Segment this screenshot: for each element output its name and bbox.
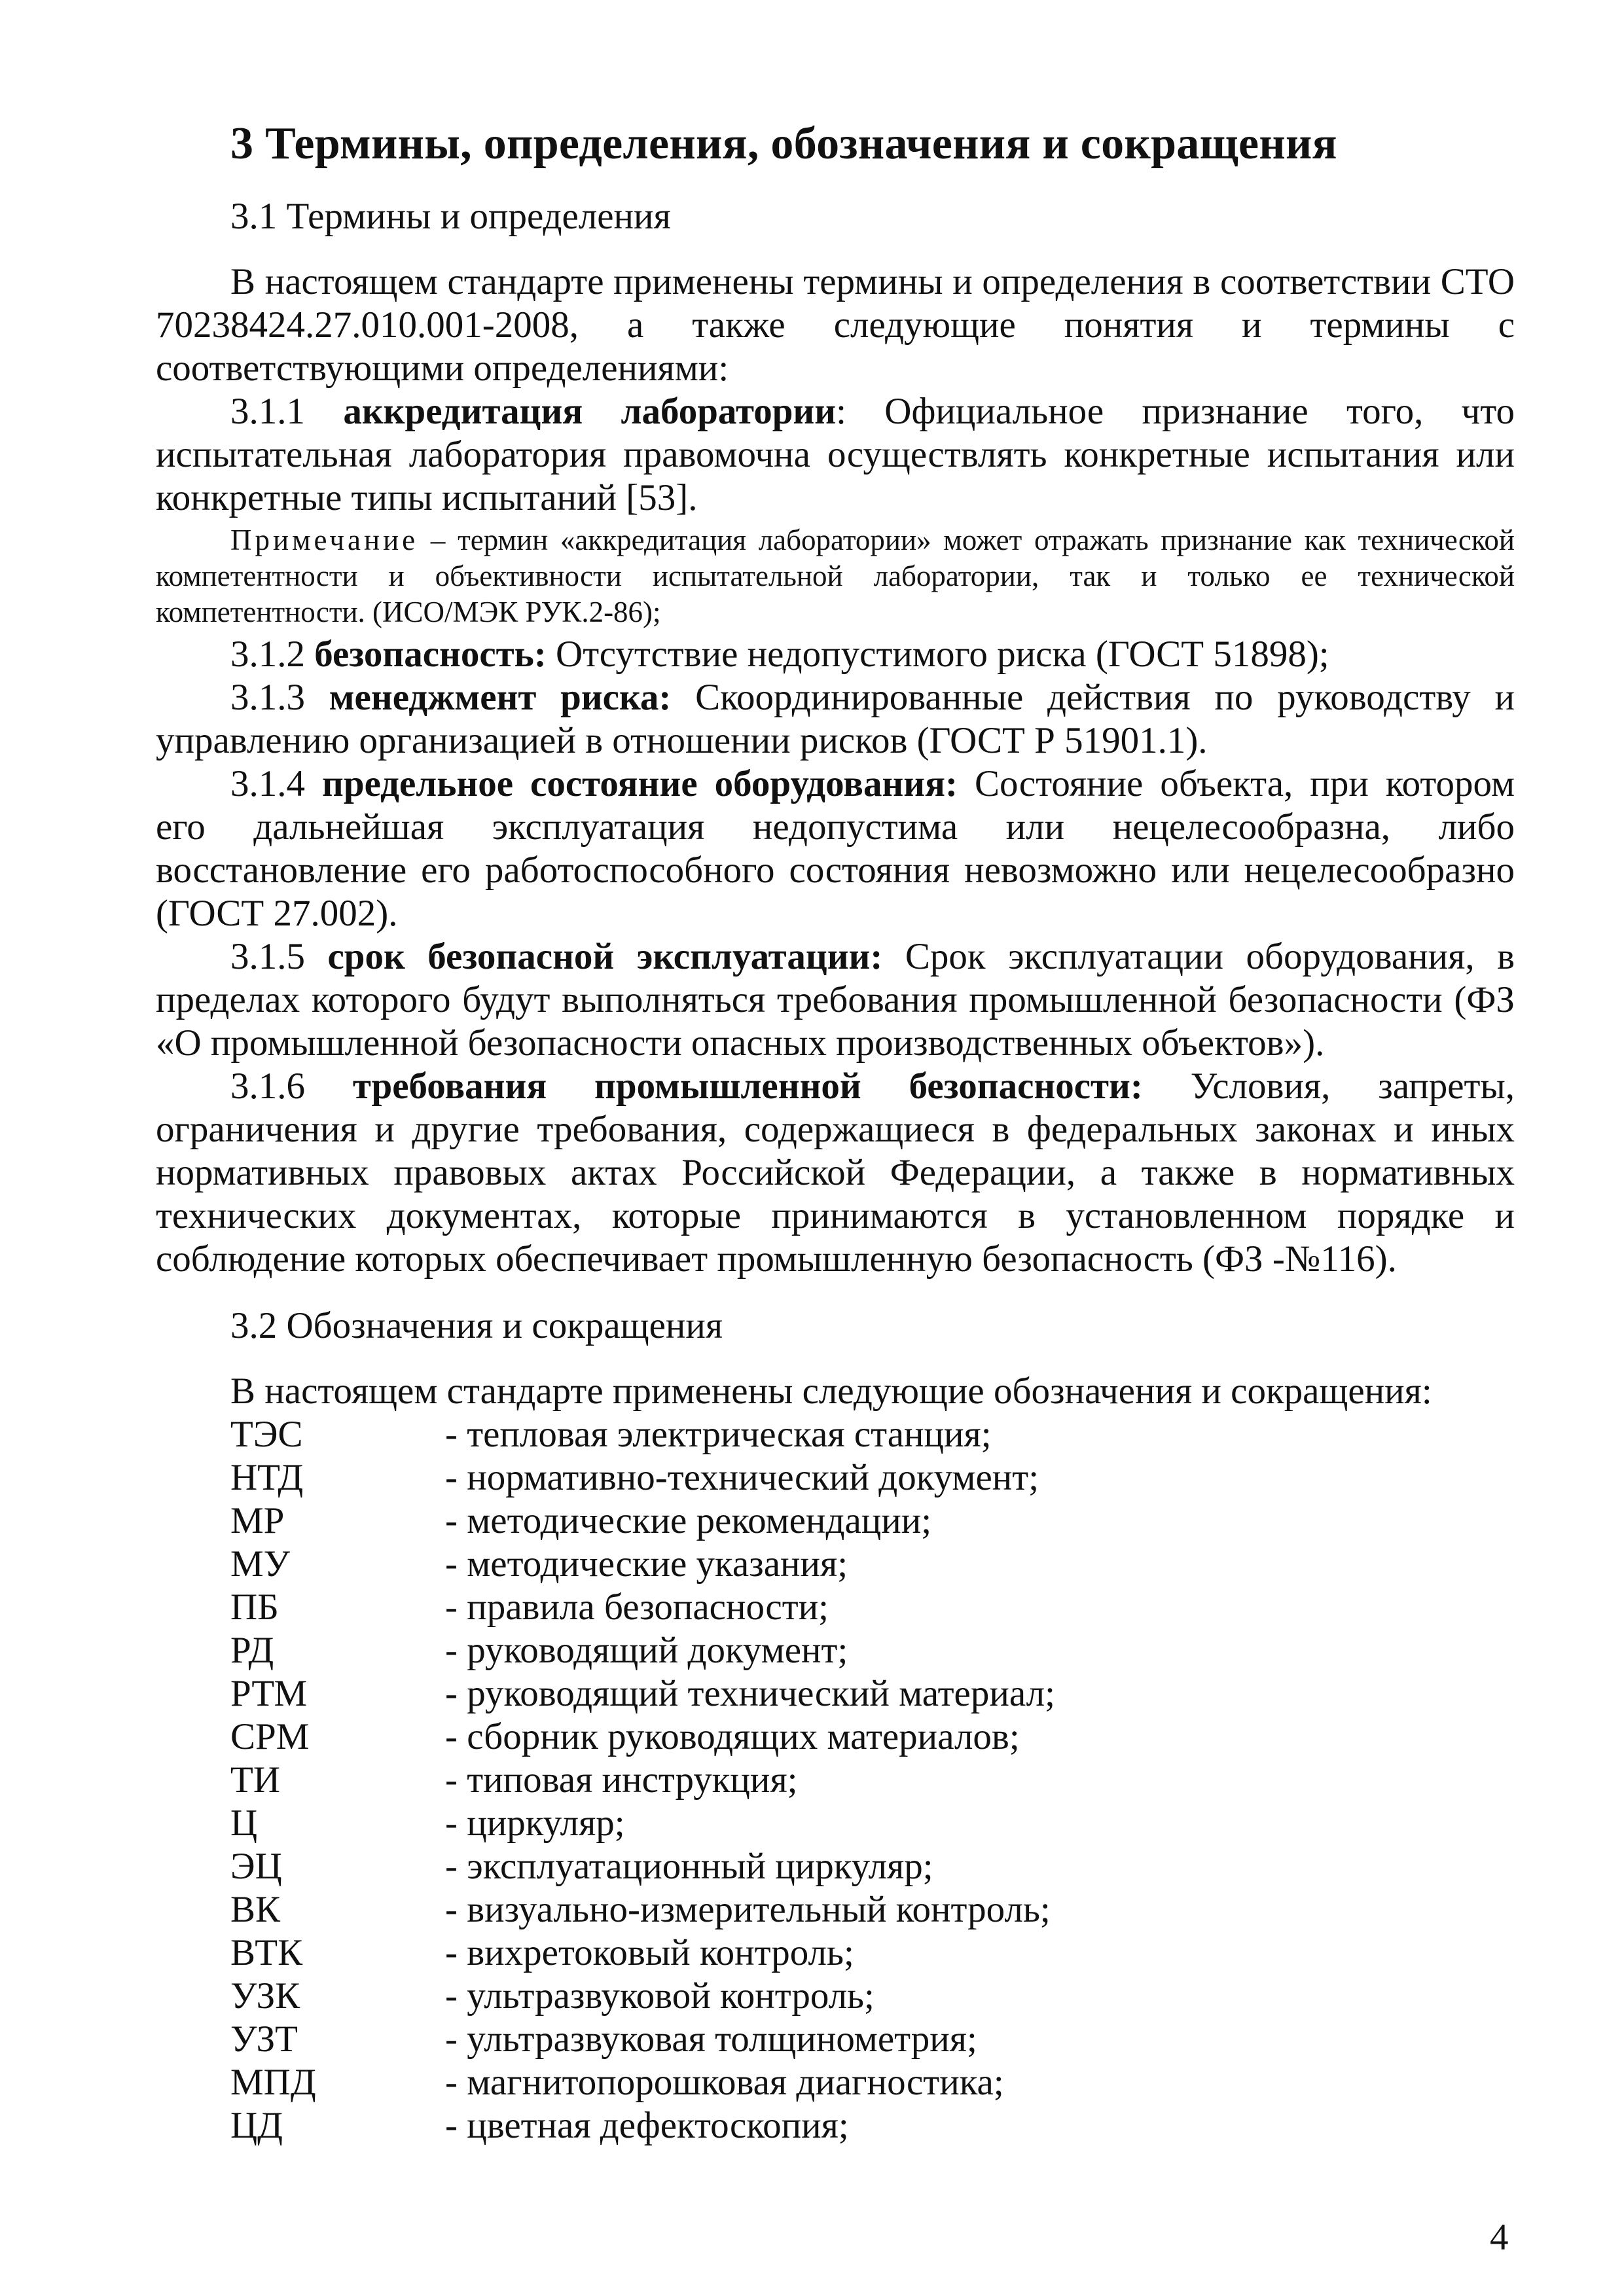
abbreviation-description: - нормативно-технический документ; bbox=[445, 1457, 1039, 1498]
term-number: 3.1.6 bbox=[230, 1066, 305, 1107]
term-number: 3.1.2 bbox=[230, 634, 305, 675]
abbreviation-code: ТИ bbox=[230, 1759, 280, 1801]
list-item bbox=[230, 1672, 1515, 1715]
abbreviation-description: - цветная дефектоскопия; bbox=[445, 2105, 849, 2146]
abbreviation-description: - эксплуатационный циркуляр; bbox=[445, 1846, 933, 1887]
term-definition: Официальное признание того, что испытательная лаборатория правомочна осуществлять конкретные испытания или конкретные типы испытаний [53]. bbox=[156, 391, 1515, 518]
subsection-heading-abbreviations: 3.2 Обозначения и сокращения bbox=[230, 1305, 723, 1346]
abbreviations-intro: В настоящем стандарте применены следующие обозначения и сокращения: bbox=[230, 1371, 1432, 1412]
list-item bbox=[230, 1759, 1515, 1802]
term-number: 3.1.3 bbox=[230, 677, 305, 718]
abbreviation-code: НТД bbox=[230, 1457, 304, 1498]
abbreviation-description: - сборник руководящих материалов; bbox=[445, 1716, 1020, 1757]
abbreviation-code: УЗТ bbox=[230, 2018, 298, 2060]
list-item bbox=[230, 1499, 1515, 1543]
term-name: предельное состояние оборудования: bbox=[322, 763, 958, 804]
page-content bbox=[156, 111, 1515, 2147]
term-name: безопасность: bbox=[314, 634, 547, 675]
abbreviation-code: СРМ bbox=[230, 1716, 310, 1757]
abbreviation-code: МПД bbox=[230, 2062, 316, 2103]
term-name: срок безопасной эксплуатации: bbox=[327, 936, 883, 977]
term-number: 3.1.4 bbox=[230, 763, 305, 804]
abbreviation-description: - руководящий технический материал; bbox=[445, 1673, 1055, 1714]
subsection-heading-terms: 3.1 Термины и определения bbox=[230, 196, 671, 237]
abbreviation-code: ВК bbox=[230, 1889, 281, 1930]
list-item bbox=[230, 1931, 1515, 1975]
list-item bbox=[230, 1456, 1515, 1499]
abbreviation-code: МУ bbox=[230, 1543, 291, 1585]
term-definition: Условия, запреты, ограничения и другие требования, содержащиеся в федеральных законах и иных нормативных правовых актах Российской Федерации, а также в нормативных технических документах, которые принимаются в установленном порядке и соблюдение которых обеспечивает промышленную безопасность (ФЗ -№116). bbox=[156, 1066, 1515, 1280]
intro-paragraph: В настоящем стандарте применены термины и определения в соответствии СТО 70238424.27.010.001-2008, а также следующие понятия и термины с соответствующими определениями: bbox=[156, 261, 1515, 389]
abbreviation-code: ВТК bbox=[230, 1932, 303, 1973]
abbreviation-description: - вихретоковый контроль; bbox=[445, 1932, 854, 1973]
abbreviation-code: УЗК bbox=[230, 1975, 300, 2017]
abbreviation-description: - правила безопасности; bbox=[445, 1587, 829, 1628]
term-entry bbox=[156, 1065, 1515, 1281]
abbreviation-description: - тепловая электрическая станция; bbox=[445, 1414, 992, 1455]
list-item bbox=[230, 1629, 1515, 1672]
list-item bbox=[230, 1586, 1515, 1629]
term-entry bbox=[156, 676, 1515, 762]
term-name: требования промышленной безопасности: bbox=[352, 1066, 1143, 1107]
term-definition: Отсутствие недопустимого риска (ГОСТ 51898); bbox=[556, 634, 1329, 675]
term-entry bbox=[156, 935, 1515, 1065]
abbreviation-description: - визуально-измерительный контроль; bbox=[445, 1889, 1051, 1930]
abbreviation-code: РТМ bbox=[230, 1673, 308, 1714]
list-item bbox=[230, 1543, 1515, 1586]
abbreviation-description: - типовая инструкция; bbox=[445, 1759, 798, 1801]
term-note bbox=[156, 522, 1515, 630]
abbreviation-code: ЦД bbox=[230, 2105, 283, 2146]
list-item bbox=[230, 1413, 1515, 1456]
abbreviation-code: ПБ bbox=[230, 1587, 279, 1628]
abbreviation-description: - ультразвуковой контроль; bbox=[445, 1975, 875, 2017]
list-item bbox=[230, 2061, 1515, 2104]
term-name: менеджмент риска: bbox=[329, 677, 672, 718]
list-item bbox=[230, 2018, 1515, 2061]
abbreviation-description: - циркуляр; bbox=[445, 1803, 625, 1844]
abbreviation-code: Ц bbox=[230, 1803, 258, 1844]
section-title: 3 Термины, определения, обозначения и сокращения bbox=[230, 118, 1337, 169]
abbreviations-list bbox=[156, 1413, 1515, 2147]
term-number: 3.1.5 bbox=[230, 936, 305, 977]
abbreviation-description: - магнитопорошковая диагностика; bbox=[445, 2062, 1004, 2103]
abbreviation-description: - методические рекомендации; bbox=[445, 1500, 932, 1541]
abbreviation-code: ТЭС bbox=[230, 1414, 303, 1455]
term-definition: Скоординированные действия по руководству и управлению организацией в отношении рисков (ГОСТ Р 51901.1). bbox=[156, 677, 1515, 761]
abbreviation-code: МР bbox=[230, 1500, 285, 1541]
abbreviation-description: - руководящий документ; bbox=[445, 1630, 848, 1671]
list-item bbox=[230, 1975, 1515, 2018]
list-item bbox=[230, 1715, 1515, 1759]
term-definition: Срок эксплуатации оборудования, в пределах которого будут выполняться требования промышленной безопасности (ФЗ «О промышленной безопасности опасных производственных объектов»). bbox=[156, 936, 1515, 1064]
note-label: Примечание bbox=[230, 524, 419, 556]
page-number: 4 bbox=[1490, 2217, 1509, 2258]
abbreviation-description: - методические указания; bbox=[445, 1543, 848, 1585]
list-item bbox=[230, 1845, 1515, 1888]
list-item bbox=[230, 2104, 1515, 2147]
list-item bbox=[230, 1802, 1515, 1845]
term-entry bbox=[156, 762, 1515, 935]
abbreviation-code: РД bbox=[230, 1630, 274, 1671]
term-definition: Состояние объекта, при котором его дальнейшая эксплуатация недопустима или нецелесообразна, либо восстановление его работоспособного состояния невозможно или нецелесообразно (ГОСТ 27.002). bbox=[156, 763, 1515, 934]
term-entry bbox=[156, 633, 1515, 676]
term-number: 3.1.1 bbox=[230, 391, 305, 432]
note-text: – термин «аккредитация лаборатории» может отражать признание как технической компетентности и объективности испытательной лаборатории, так и только ее технической компетентности. (ИСО/МЭК РУК.2-86); bbox=[156, 524, 1515, 628]
term-entry bbox=[156, 390, 1515, 520]
abbreviation-code: ЭЦ bbox=[230, 1846, 282, 1887]
term-separator: : bbox=[836, 391, 846, 432]
list-item bbox=[230, 1888, 1515, 1931]
abbreviation-description: - ультразвуковая толщинометрия; bbox=[445, 2018, 977, 2060]
term-name: аккредитация лаборатории bbox=[343, 391, 837, 432]
